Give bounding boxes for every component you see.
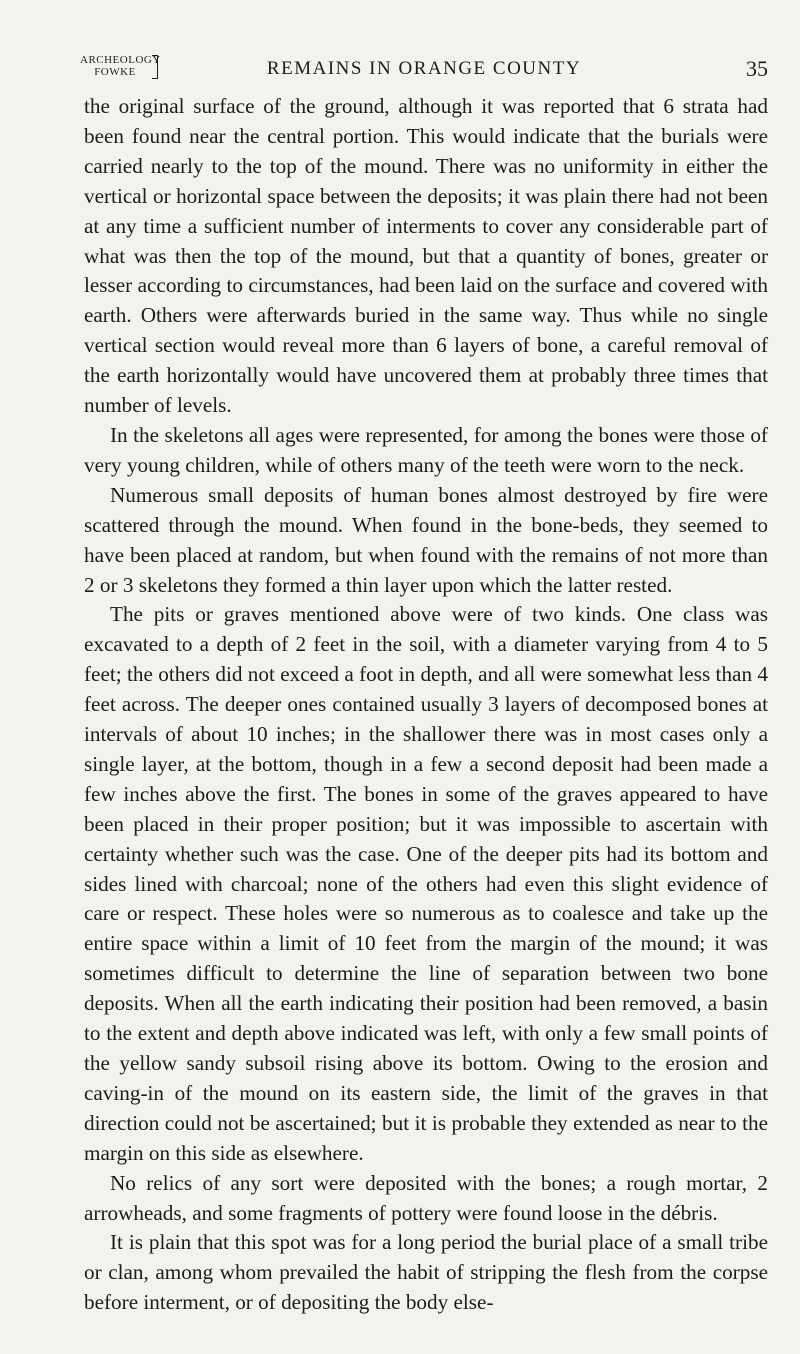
series-label-line-1: ARCHEOLOGY xyxy=(80,54,161,66)
paragraph-pits-and-graves: The pits or graves mentioned above were of two kinds. One class was excavated to a depth of 2 feet in the soil, with a diameter varying from 4 to 5 feet; the others did not exceed a foot in depth, and all were somewhat less than 4 feet across. The deeper ones contained usually 3 layers of decomposed bones at intervals of about 10 inches; in the shallower there was in most cases only a single layer, at the bottom, though in a few a second deposit had been made a few inches above the first. The bones in some of the graves appeared to have been placed in their proper position; but it was impossible to ascertain with certainty whether such was the case. One of the deeper pits had its bottom and sides lined with charcoal; none of the others had even this slight evidence of care or respect. These holes were so numerous as to coalesce and take up the entire space within a limit of 10 feet from the margin of the mound; it was sometimes difficult to determine the line of separation between two bone deposits. When all the earth indicating their position had been removed, a basin to the extent and depth above indicated was left, with only a few small points of the yellow sandy subsoil rising above its bottom. Owing to the erosion and caving-in of the mound on its eastern side, the limit of the graves in that direction could not be ascertained; but it is probable they extended as near to the margin on this side as elsewhere. xyxy=(84,602,768,1165)
series-label-line-2: FOWKE xyxy=(94,66,136,78)
running-head xyxy=(80,54,768,88)
paragraph-relics: No relics of any sort were deposited with the bones; a rough mortar, 2 arrowheads, and some fragments of pottery were found loose in the débris. xyxy=(84,1170,768,1225)
paragraph-continued: the original surface of the ground, although it was reported that 6 strata had been found near the central portion. This would indicate that the burials were carried nearly to the top of the mound. There was no uniformity in either the vertical or horizontal space between the deposits; it was plain there had not been at any time a sufficient number of interments to cover any considerable part of what was then the top of the mound, but that a quantity of bones, greater or lesser according to circumstances, had been laid on the surface and covered with earth. Others were afterwards buried in the same way. Thus while no single vertical section would reveal more than 6 layers of bone, a careful removal of the earth horizontally would have uncovered them at probably three times that number of levels. xyxy=(84,94,768,418)
running-title: REMAINS IN ORANGE COUNTY xyxy=(266,58,582,79)
body-text xyxy=(84,92,768,1318)
page-number: 35 xyxy=(746,56,768,81)
series-label xyxy=(80,54,161,78)
bracket-icon xyxy=(152,55,158,79)
paragraph-burial-place: It is plain that this spot was for a long period the burial place of a small tribe or clan, among whom prevailed the habit of stripping the flesh from the corpse before interment, or of depositing the body else- xyxy=(84,1230,768,1315)
paragraph-skeleton-ages: In the skeletons all ages were represented, for among the bones were those of very young children, while of others many of the teeth were worn to the neck. xyxy=(84,422,768,477)
paragraph-burnt-deposits: Numerous small deposits of human bones almost destroyed by fire were scattered through the mound. When found in the bone-beds, they seemed to have been placed at random, but when found with the remains of not more than 2 or 3 skeletons they formed a thin layer upon which the latter rested. xyxy=(84,482,768,597)
